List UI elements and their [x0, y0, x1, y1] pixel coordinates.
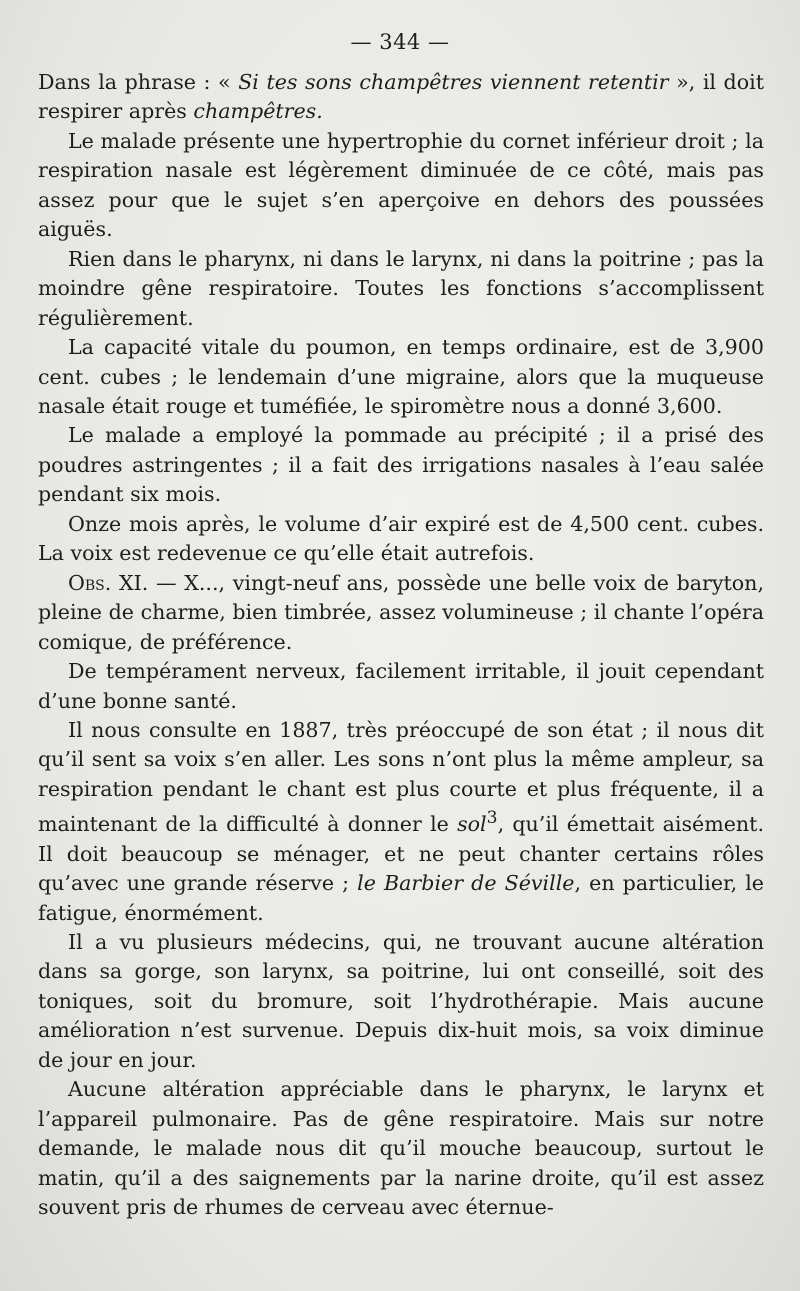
paragraph — [38, 569, 764, 657]
paragraph — [38, 68, 764, 127]
text-run: Onze mois après, le volume d’air expiré est de 4,500 cent. cubes. La voix est redevenue ce qu’elle était autrefois. — [38, 511, 764, 566]
text-run: 3 — [486, 808, 498, 829]
paragraph — [38, 421, 764, 509]
paragraph — [38, 928, 764, 1075]
text-run: — X..., vingt-neuf ans, possède une belle voix de baryton, pleine de charme, bien timbrée, assez volumineuse ; il chante l’opéra comique, de préférence. — [38, 570, 764, 654]
text-run: , qu’il émettait aisément. Il doit beaucoup se ménager, et ne peut chanter certains rôles qu’avec une grande réserve ; — [38, 812, 764, 896]
text-run: , en particulier, le fatigue, énormément. — [38, 871, 764, 925]
text-run: De tempérament nerveux, facilement irritable, il jouit cependant d’une bonne santé. — [38, 659, 764, 713]
text-run: Dans la phrase : « — [38, 70, 239, 94]
text-run: », il doit respirer après — [38, 70, 764, 124]
italic-text: sol — [457, 812, 487, 837]
observation-label: Obs. XI. — [68, 570, 149, 595]
body-text — [38, 68, 764, 1223]
italic-text: Si tes sons champêtres viennent retentir — [238, 70, 669, 94]
italic-text: champêtres. — [193, 99, 323, 124]
paragraph — [38, 127, 764, 245]
italic-text: le Barbier de Séville — [357, 871, 575, 896]
paragraph — [38, 716, 764, 928]
text-run: Il a vu plusieurs médecins, qui, ne trouvant aucune altération dans sa gorge, son larynx, sa poitrine, lui ont conseillé, soit des toniques, soit du bromure, soit l’hydrothérapie. Mais aucune amélioration n’est survenue. Depuis dix-huit mois, sa voix diminue de jour en jour. — [38, 930, 764, 1072]
page-number: — 344 — — [350, 30, 450, 54]
text-run: Le malade présente une hypertrophie du cornet inférieur droit ; la respiration nasale est légèrement diminuée de ce côté, mais pas assez pour que le sujet s’en aperçoive en dehors des poussées aiguës. — [38, 128, 764, 242]
paragraph — [38, 510, 764, 569]
paragraph — [38, 245, 764, 333]
text-run: Il nous consulte en 1887, très préoccupé de son état ; il nous dit qu’il sent sa voix s’en aller. Les sons n’ont plus la même ampleur, sa respiration pendant le chant est plus courte et plus fréquente, il a maintenant de la difficulté à donner le — [38, 717, 764, 837]
paragraph — [38, 657, 764, 716]
paragraph — [38, 1075, 764, 1222]
text-run: Le malade a employé la pommade au précipité ; il a prisé des poudres astringentes ; il a fait des irrigations nasales à l’eau salée pendant six mois. — [38, 423, 764, 507]
text-run: La capacité vitale du poumon, en temps ordinaire, est de 3,900 cent. cubes ; le lendemain d’une migraine, alors que la muqueuse nasale était rouge et tuméfiée, le spiromètre nous a donné 3,600. — [38, 335, 764, 418]
paragraph — [38, 333, 764, 421]
text-run: Rien dans le pharynx, ni dans le larynx, ni dans la poitrine ; pas la moindre gêne respiratoire. Toutes les fonctions s’accomplissent régulièrement. — [38, 246, 764, 330]
text-run: Aucune altération appréciable dans le pharynx, le larynx et l’appareil pulmonaire. Pas de gêne respiratoire. Mais sur notre demande, le malade nous dit qu’il mouche beaucoup, surtout le matin, qu’il a des saignements par la narine droite, qu’il est assez souvent pris de rhumes de cerveau avec éternue- — [38, 1077, 764, 1220]
